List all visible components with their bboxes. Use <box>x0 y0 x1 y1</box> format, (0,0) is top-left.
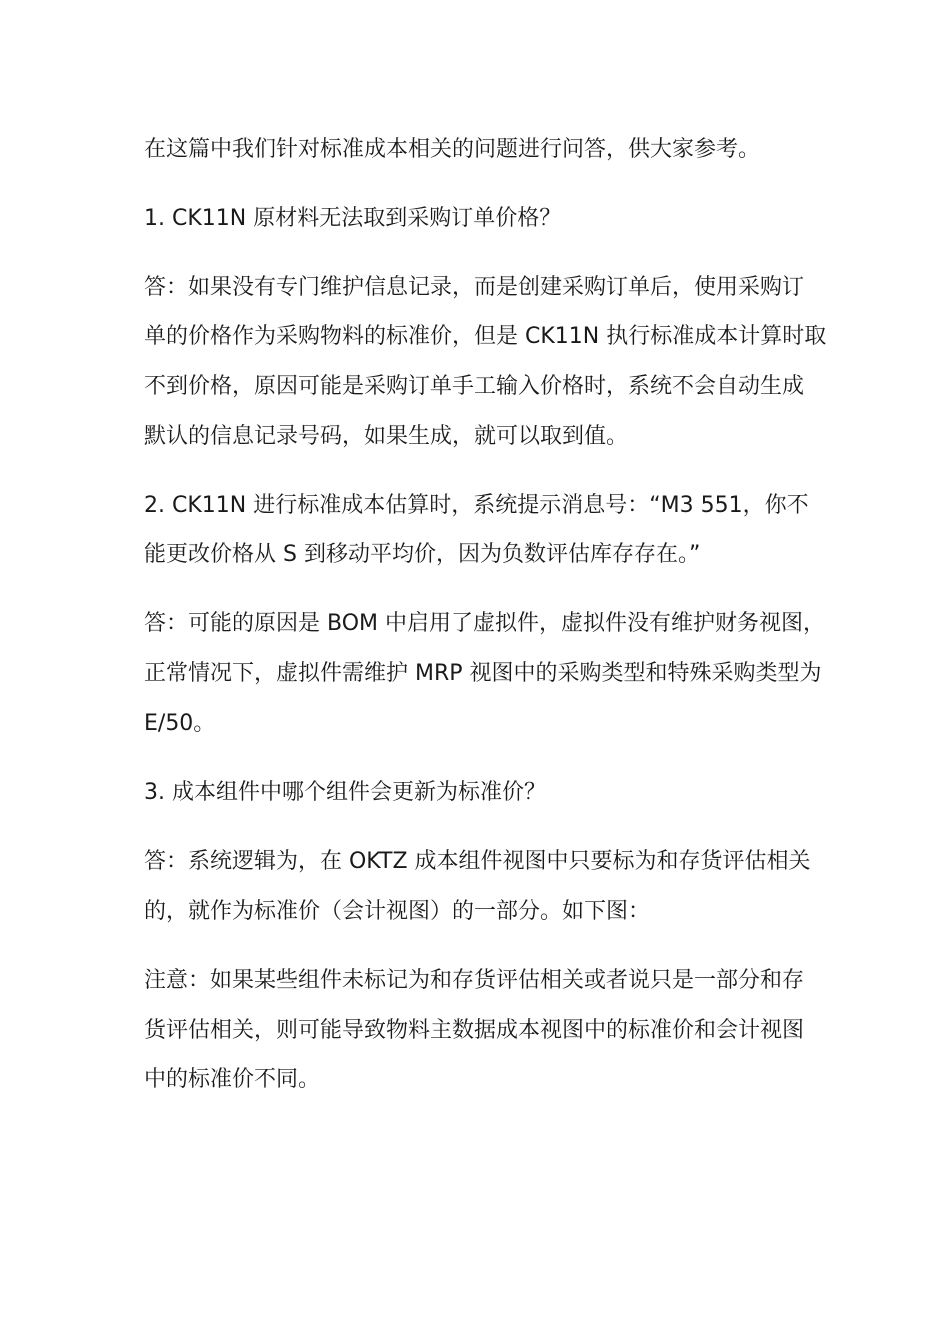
answer-1-line-1: 答：如果没有专门维护信息记录，而是创建采购订单后，使用采购订 <box>144 275 805 300</box>
note-line-3: 中的标准价不同。 <box>144 1067 321 1092</box>
answer-3-line-2: 的，就作为标准价（会计视图）的一部分。如下图： <box>144 899 651 924</box>
question-1: 1. CK11N 原材料无法取到采购订单价格？ <box>144 206 562 231</box>
answer-2-line-2: 正常情况下，虚拟件需维护 MRP 视图中的采购类型和特殊采购类型为 <box>144 661 822 686</box>
question-2-line-2: 能更改价格从 S 到移动平均价，因为负数评估库存存在。” <box>144 542 701 567</box>
intro-paragraph: 在这篇中我们针对标准成本相关的问题进行问答，供大家参考。 <box>144 137 761 162</box>
answer-1-line-2: 单的价格作为采购物料的标准价，但是 CK11N 执行标准成本计算时取 <box>144 324 827 349</box>
answer-1-line-4: 默认的信息记录号码，如果生成，就可以取到值。 <box>144 424 629 449</box>
note-line-1: 注意：如果某些组件未标记为和存货评估相关或者说只是一部分和存 <box>144 968 805 993</box>
note-line-2: 货评估相关，则可能导致物料主数据成本视图中的标准价和会计视图 <box>144 1018 805 1043</box>
answer-3-line-1: 答：系统逻辑为，在 OKTZ 成本组件视图中只要标为和存货评估相关 <box>144 849 811 874</box>
answer-2-line-1: 答：可能的原因是 BOM 中启用了虚拟件，虚拟件没有维护财务视图， <box>144 611 825 636</box>
question-2-line-1: 2. CK11N 进行标准成本估算时，系统提示消息号：“M3 551，你不 <box>144 493 809 518</box>
answer-2-line-3: E/50。 <box>144 711 216 736</box>
answer-1-line-3: 不到价格，原因可能是采购订单手工输入价格时，系统不会自动生成 <box>144 374 805 399</box>
question-3: 3. 成本组件中哪个组件会更新为标准价？ <box>144 780 546 805</box>
